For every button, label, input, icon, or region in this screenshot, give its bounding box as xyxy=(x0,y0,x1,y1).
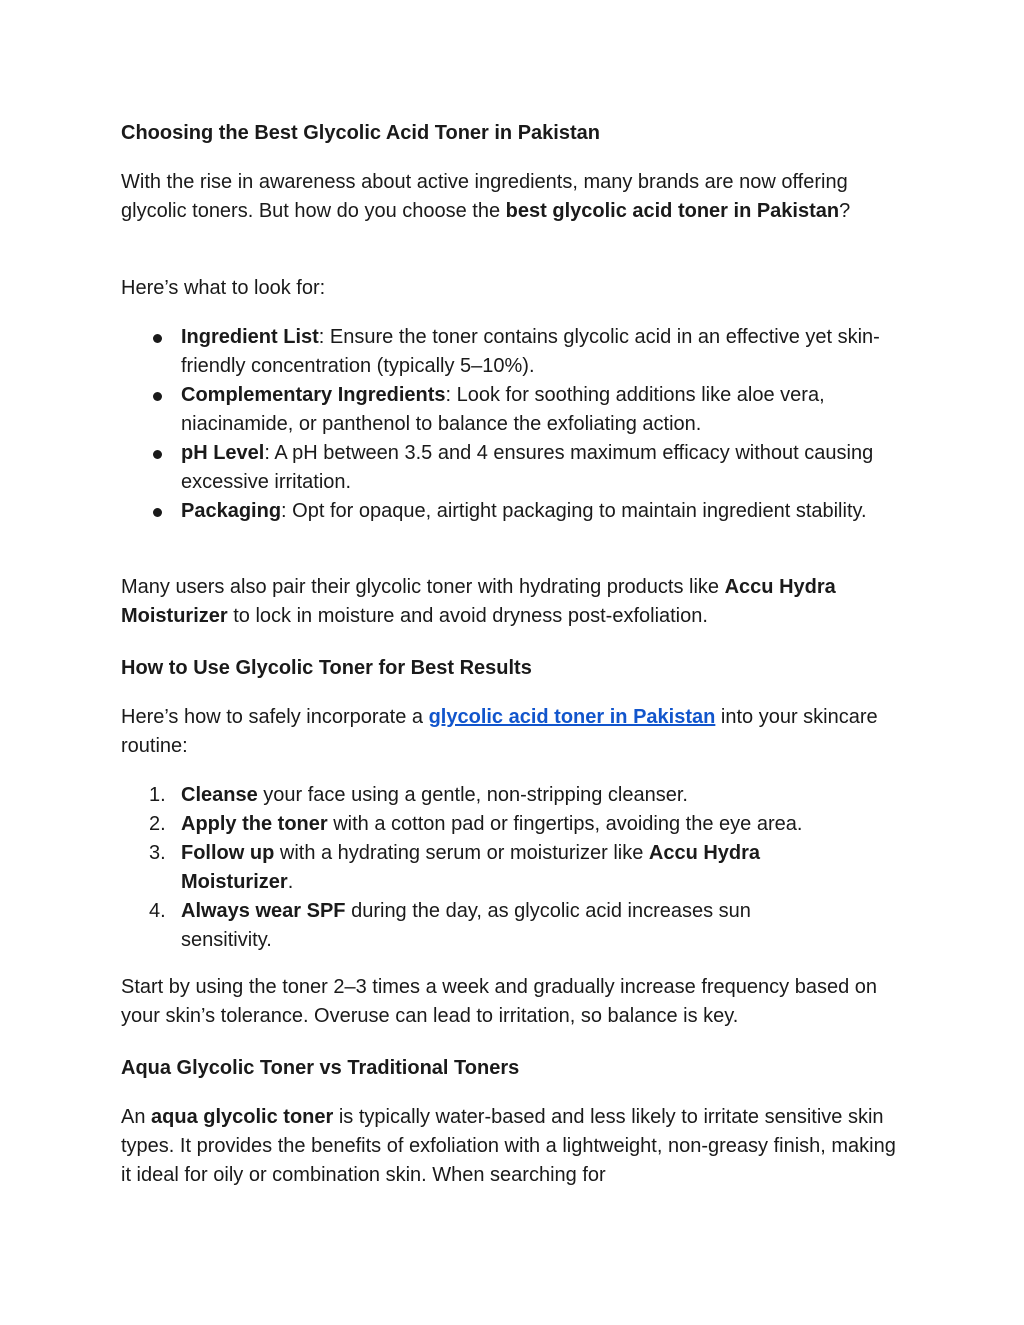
intro-end: ? xyxy=(839,200,851,222)
step-number: 2. xyxy=(149,813,166,835)
usage-intro-text: Here’s how to safely incorporate a xyxy=(121,706,429,728)
usage-intro-end: into your skincare routine: xyxy=(121,706,878,757)
bullet-icon xyxy=(153,334,162,343)
outro-text: Many users also pair their glycolic toner with hydrating products like xyxy=(121,576,725,598)
list-item xyxy=(121,897,921,955)
list-item-text: : A pH between 3.5 and 4 ensures maximum efficacy without causing excessive irritation. xyxy=(181,442,874,493)
aqua-text-end: is typically water-based and less likely to irritate sensitive skin types. It provides the benefits of exfoliation with a lightweight, non-greasy finish, making it ideal for oily or combination skin. When searching for xyxy=(121,1106,896,1186)
usage-intro-paragraph xyxy=(121,703,881,761)
list-item xyxy=(121,439,921,497)
step-text: your face using a gentle, non-stripping cleanser. xyxy=(257,784,688,806)
intro-paragraph xyxy=(121,168,906,226)
step-term: Follow up xyxy=(181,842,275,864)
step-text: during the day, as glycolic acid increases sun sensitivity. xyxy=(181,900,751,951)
list-item xyxy=(121,781,921,810)
bullet-icon xyxy=(153,392,162,401)
list-item xyxy=(121,381,921,439)
step-text: with a cotton pad or fingertips, avoiding the eye area. xyxy=(327,813,803,835)
bullet-icon xyxy=(153,450,162,459)
list-item xyxy=(121,497,921,526)
step-product: Accu Hydra Moisturizer xyxy=(181,842,761,893)
intro-emphasis: best glycolic acid toner in Pakistan xyxy=(505,200,840,222)
step-number: 3. xyxy=(149,842,166,864)
outro-paragraph xyxy=(121,573,911,631)
criteria-list xyxy=(121,323,921,526)
list-item-text: : Opt for opaque, airtight packaging to maintain ingredient stability. xyxy=(281,500,867,522)
aqua-emphasis: aqua glycolic toner xyxy=(151,1106,334,1128)
section-heading-how-to-use: How to Use Glycolic Toner for Best Results xyxy=(121,657,532,679)
list-item xyxy=(121,323,921,381)
list-item-text: : Look for soothing additions like aloe vera, niacinamide, or panthenol to balance the exfoliating action. xyxy=(181,384,825,435)
frequency-paragraph: Start by using the toner 2–3 times a week and gradually increase frequency based on your skin’s tolerance. Overuse can lead to irritation, so balance is key. xyxy=(121,976,878,1027)
list-item-term: Packaging xyxy=(181,500,282,522)
section-heading-choosing: Choosing the Best Glycolic Acid Toner in Pakistan xyxy=(121,122,600,144)
list-item-term: Complementary Ingredients xyxy=(181,384,446,406)
outro-emphasis: Accu Hydra Moisturizer xyxy=(121,576,836,627)
step-term: Always wear SPF xyxy=(181,900,346,922)
aqua-paragraph xyxy=(121,1103,911,1190)
step-term: Cleanse xyxy=(181,784,258,806)
intro-text: With the rise in awareness about active ingredients, many brands are now offering glycolic toners. But how do you choose the xyxy=(121,171,848,222)
bullet-icon xyxy=(153,508,162,517)
list-item-term: pH Level xyxy=(181,442,265,464)
step-text-end: . xyxy=(287,871,294,893)
list-item-text: : Ensure the toner contains glycolic acid in an effective yet skin-friendly concentration (typically 5–10%). xyxy=(181,326,880,377)
step-term: Apply the toner xyxy=(181,813,328,835)
steps-list xyxy=(121,781,921,955)
section-heading-aqua: Aqua Glycolic Toner vs Traditional Toners xyxy=(121,1057,520,1079)
outro-end: to lock in moisture and avoid dryness post-exfoliation. xyxy=(227,605,708,627)
aqua-text: An xyxy=(121,1106,152,1128)
step-text: with a hydrating serum or moisturizer like xyxy=(274,842,649,864)
list-item xyxy=(121,839,921,897)
step-number: 4. xyxy=(149,900,166,922)
list-item xyxy=(121,810,921,839)
list-item-term: Ingredient List xyxy=(181,326,319,348)
toner-link[interactable]: glycolic acid toner in Pakistan xyxy=(428,706,716,728)
lead-paragraph: Here’s what to look for: xyxy=(121,277,326,299)
step-number: 1. xyxy=(149,784,166,806)
